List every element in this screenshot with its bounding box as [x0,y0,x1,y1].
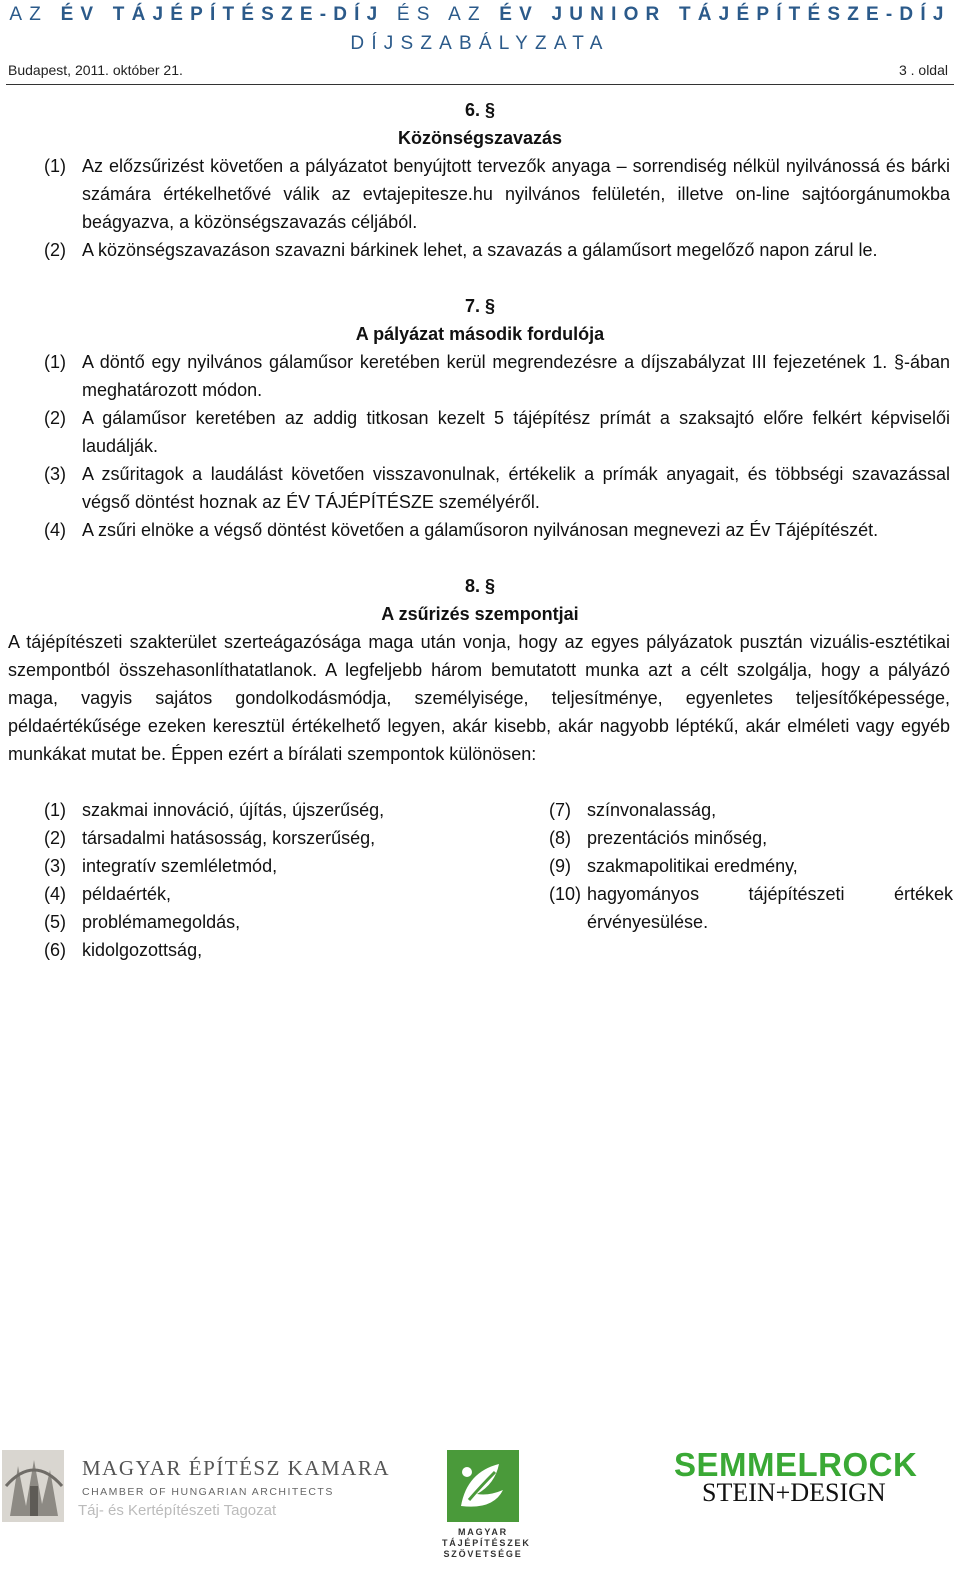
paragraph [0,236,960,264]
paragraph-number: (2) [44,240,66,260]
paragraph-text: A döntő egy nyilvános gálaműsor keretében kerül megrendezésre a díjszabályzat III fejezetének 1. §-ában meghatározott módon. [82,352,950,400]
item-text: integratív szemléletmód, [82,856,278,876]
item-number: (8) [549,828,571,848]
item-text: szakmai innováció, újítás, újszerűség, [82,800,385,820]
paragraph-number: (4) [44,520,66,540]
item-number: (2) [44,828,66,848]
place-date: Budapest, 2011. október 21. [8,62,183,78]
semmelrock-wordmark: SEMMELROCK [674,1446,918,1483]
item-text: problémamegoldás, [82,912,241,932]
paragraph [0,516,960,544]
paragraph-number: (2) [44,408,66,428]
list-item [549,796,953,824]
sponsor-footer [0,1430,960,1583]
mek-tagozat-label: Táj- és Kertépítészeti Tagozat [78,1502,277,1519]
item-number: (6) [44,940,66,960]
item-text: színvonalasság, [587,800,717,820]
header-rule [6,84,954,85]
item-text: hagyományos tájépítészeti értékek érvényesülése. [587,884,953,932]
item-number: (10) [549,884,582,904]
section-title: A zsűrizés szempontjai [381,604,579,624]
mtsz-logo-line: MAGYAR [458,1527,508,1537]
item-text: prezentációs minőség, [587,828,768,848]
section-body-text: A tájépítészeti szakterület szerteágazósága maga után vonja, hogy az egyes pályázatok pusztán vizuális-esztétikai szempontból összehasonlíthatatlanok. A legfeljebb három bemutatott munka azt a célt szolgálja, hogy a pályázó maga, vagyis sajátos gondolkodásmódja, személyisége, teljesítménye, egyenletes teljesítőképessége, példaértékűsége ezeken keresztül értékelhető legyen, akár kisebb, akár nagyobb léptékű, akár elméleti vagy egyéb munkákat mutat be. Éppen ezért a bírálati szempontok különösen: [8,632,950,764]
section-title: Közönségszavazás [397,128,563,148]
mtsz-logo-line: SZÖVETSÉGE [443,1549,523,1559]
item-number: (9) [549,856,571,876]
paragraph-text: A gálaműsor keretében az addig titkosan kezelt 5 tájépítész prímát a szaksajtó előre felkért képviselői laudálják. [82,408,950,456]
mtsz-logo [442,1450,531,1560]
mek-emblem-icon [0,1446,70,1526]
paragraph-number: (1) [44,156,66,176]
item-text: példaérték, [82,884,172,904]
mtsz-logo-line: TÁJÉPÍTÉSZEK [442,1538,531,1548]
list-item [44,796,549,824]
paragraph [0,152,960,236]
list-item [44,936,549,964]
list-item [549,824,953,852]
item-number: (5) [44,912,66,932]
paragraph-number: (3) [44,464,66,484]
mek-logo-subtitle: CHAMBER OF HUNGARIAN ARCHITECTS [82,1486,334,1498]
list-item [44,908,549,936]
list-item [44,852,549,880]
paragraph-text: A zsűri elnöke a végső döntést követően a gálaműsoron nyilvánosan megnevezi az Év Tájépítészét. [82,520,879,540]
paragraph-text: Az előzsűrizést követően a pályázatot benyújtott tervezők anyaga – sorrendiség nélkül nyilvánossá és bárki számára értékelhetővé válik az evtajepitesze.hu nyilvános felületén, illetve on-line sajtóorgánumokba beágyazva, a közönségszavazás céljából. [82,156,950,232]
list-item [549,852,953,880]
item-number: (4) [44,884,66,904]
criteria-column-right [549,796,953,964]
semmelrock-logo [674,1446,930,1508]
item-text: társadalmi hatásosság, korszerűség, [82,828,376,848]
criteria-list [0,796,960,964]
section-number: 8. § [464,576,496,596]
criteria-column-left [0,796,549,964]
item-number: (7) [549,800,571,820]
section-number: 6. § [464,100,496,120]
list-item [44,824,549,852]
paragraph-text: A zsűritagok a laudálást követően visszavonulnak, értékelik a prímák anyagait, és többségi szavazással végső döntést hoznak az ÉV TÁJÉPÍTÉSZE személyéről. [82,464,950,512]
paragraph [0,460,960,516]
paragraph-number: (1) [44,352,66,372]
document-body [0,96,960,964]
paragraph-text: A közönségszavazáson szavazni bárkinek lehet, a szavazás a gálaműsort megelőző napon zárul le. [82,240,878,260]
item-text: szakmapolitikai eredmény, [587,856,798,876]
document-title: AZ ÉV TÁJÉPÍTÉSZE-DÍJ ÉS AZ ÉV JUNIOR TÁJÉPÍTÉSZE-DÍJ [9,4,951,25]
paragraph [0,348,960,404]
page-number: 3 . oldal [898,62,948,78]
stein-design-wordmark: STEIN+DESIGN [702,1478,886,1507]
list-item [549,880,953,936]
list-item [44,880,549,908]
document-subtitle: DÍJSZABÁLYZATA [350,33,610,54]
item-number: (1) [44,800,66,820]
item-text: kidolgozottság, [82,940,203,960]
section-number: 7. § [464,296,496,316]
mek-logo-name: MAGYAR ÉPÍTÉSZ KAMARA [82,1456,391,1480]
mtsz-leaf-icon [447,1450,519,1522]
section-title: A pályázat második fordulója [355,324,605,344]
paragraph [0,404,960,460]
item-number: (3) [44,856,66,876]
